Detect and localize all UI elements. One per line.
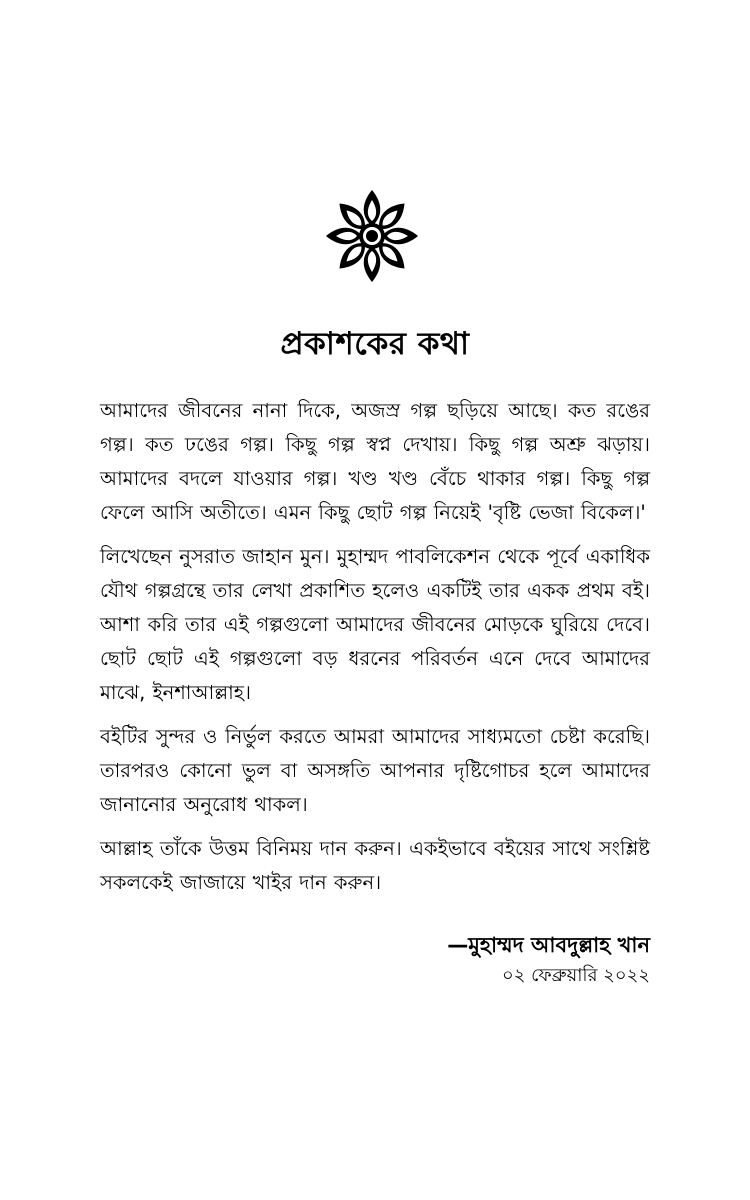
ornament: [322, 188, 422, 284]
signature-name: —মুহাম্মদ আবদুল্লাহ খান: [447, 933, 650, 957]
paragraph: বইটির সুন্দর ও নির্ভুল করতে আমরা আমাদের সাধ্যমতো চেষ্টা করেছি। তারপরও কোনো ভুল বা অসঙ্গতি আপনার দৃষ্টিগোচর হলে আমাদের জানানোর অনুরোধ থাকল।: [100, 725, 650, 816]
paragraph: আমাদের জীবনের নানা দিকে, অজস্র গল্প ছড়িয়ে আছে। কত রঙের গল্প। কত ঢঙের গল্প। কিছু গল্প স্বপ্ন দেখায়। কিছু গল্প অশ্রু ঝড়ায়। আমাদের বদলে যাওয়ার গল্প। খণ্ড খণ্ড বেঁচে থাকার গল্প। কিছু গল্প ফেলে আসি অতীতে। এমন কিছু ছোট গল্প নিয়েই 'বৃষ্টি ভেজা বিকেল।': [100, 399, 650, 524]
page-title: প্রকাশকের কথা: [280, 326, 470, 362]
signature-block: [300, 930, 650, 990]
body-text: [100, 394, 650, 910]
paragraph: আল্লাহ তাঁকে উত্তম বিনিময় দান করুন। একইভাবে বইয়ের সাথে সংশ্লিষ্ট সকলকেই জাজায়ে খাইর দান করুন।: [100, 837, 650, 894]
signature-date: ০২ ফেব্রুয়ারি ২০২২: [502, 965, 650, 986]
paragraph: লিখেছেন নুসরাত জাহান মুন। মুহাম্মদ পাবলিকেশন থেকে পূর্বে একাধিক যৌথ গল্পগ্রন্থে তার লেখা প্রকাশিত হলেও একটিই তার একক প্রথম বই। আশা করি তার এই গল্পগুলো আমাদের জীবনের মোড়কে ঘুরিয়ে দেবে। ছোট ছোট এই গল্পগুলো বড় ধরনের পরিবর্তন এনে দেবে আমাদের মাঝে, ইনশাআল্লাহ।: [100, 545, 650, 704]
lotus-flower-icon: [322, 188, 422, 284]
